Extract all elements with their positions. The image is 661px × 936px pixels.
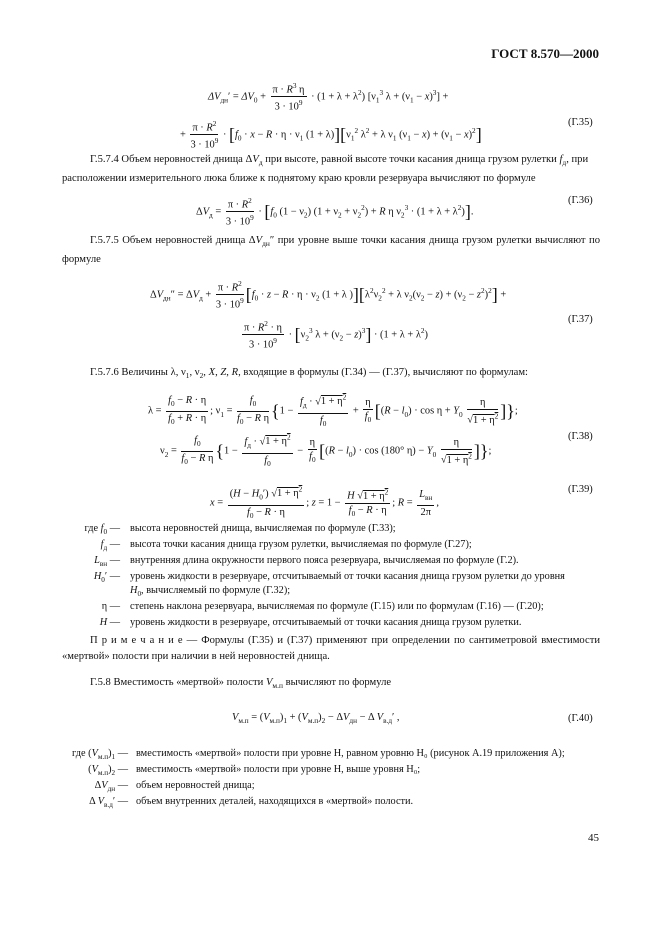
document-page: ГОСТ 8.570—2000 $\Delta V_{дн}' = \Delta V_0$ + $\frac{\pi \cdot R^3 \eta}{3 \cdot 10^9}$ · $(1 + \lambda + \lambda^2)$ [$\nu_1^3$ $\lambda + (\nu_1 - x)^3$] + + $\frac{\pi \cdot R^2}{3 \cdot 10^9}$ · [$f_0 \cdot x - R \cdot \eta \cdot \nu_1$ $(1 + \lambda)][\nu_1^2$ $\lambda^2 + \lambda$ $\nu_1$ $(\nu_1 - x) + (\nu_1 - x)^2$] (Г.35) Г.5.7.4 Объем неровностей днища $\Delta V_д$ при высоте, равной высоте точки касания днища грузом рулетки $f_д$, при расположении измерительного люка ближе к поднятому краю кровли резервуара вычисляют по формуле $\Delta V_д$ = $\frac{\pi \cdot R^2}{3 \cdot 10^9}$ · [$f_0$ $(1 - \nu_2)$ $(1 + \nu_2 + \nu_2^2) + R$ η $\nu_2^3 \cdot (1 + \lambda + \lambda^2)$]. (Г.36) Г.5.7.5 Объем неровностей днища $\Delta V_{дн}''$ при уровне выше точки касания днища грузом рулетки вычисляют по формуле $\Delta V_{дн}'' = \Delta V_д$ + $\frac{\pi \cdot R^2}{3 \cdot 10^9}$ [$f_0 \cdot z - R \cdot \eta \cdot \nu_2$ (1 + λ )][$\lambda^2\nu_2^2 + \lambda$ $\nu_2(\nu_2 - z) + (\nu_2 - z^2)^2$] + $\frac{\pi \cdot R^2 \cdot \eta}{3 \cdot 10^9}$ · [$\nu_2^3$ $\lambda + (\nu_2 - z)^3] \cdot (1 + \lambda + \lambda^2)$ (Г.37) Г.5.7.6 Величины λ, $\nu_1$, $\nu_2$, X, Z, R, входящие в формулы (Г.34) — (Г.37), вычисляют по формулам: λ = $\frac{f_0 - R \cdot \eta}{f_0 + R \cdot \eta}$ ; $\nu_1$ = $\frac{f_0}{f_0 - R \eta}$ {1 − $\frac{f_д \cdot √1 + \eta^2}{f_0}$ + $\frac{\eta}{f_0}$ [$(R - l_0) \cdot \cos \eta + Y_0$ $\frac{\eta}{√1 + \eta^2}$ ]}; $\nu_2$ = $\frac{f_0}{f_0 - R \eta}$ {1 − $\frac{f_д \cdot √1 + \eta^2}{f_0}$ − $\frac{\eta}{f_0}$ [$(R - l_0) \cdot \cos (180^\circ$ $\eta) - Y_0$ $\frac{\eta}{√1 + \eta^2}$ ]}; (Г.38) x = $\frac{(H - H_0') √1 + \eta^2}{f_0 - R \cdot \eta}$ ; z = 1 − $\frac{H √1 + \eta^2}{f_0 - R \cdot \eta}$ ; R = $\frac{L_{вн}}{2\pi}$ , (Г.39) где $f_0$ — высота неровностей днища, вычисляемая по формуле (Г.33); $f_д$ — высота точки касания днища грузом рулетки, вычисляемая по формуле (Г.27); $L_{вн}$ — внутренняя длина окружности первого пояса резервуара, вычисляемая по формуле (Г.2). $H_0'$ — уровень жидкости в резервуаре, отсчитываемый от точки касания днища грузом рулетки до уровня $H_0$, вычисляемый по формуле (Г.32); η — степень наклона резервуара, вычисляемая по формуле (Г.15) или по формулам (Г.16) — (Г.20); H — уровень жидкости в резервуаре, отсчитываемый от точки касания днища грузом рулетки. П р и м е ч а н и е — Формулы (Г.35) и (Г.37) применяют при определении по сантиметровой вместимости «мертвой» полости при наличии в ней неровностей днища. Г.5.8 Вместимость «мертвой» полости $V_{м.п}$ вычисляют по формуле $V_{м.п} = (V_{м.п})_1 + (V_{м.п})_2 - \Delta V_{дн} - \Delta$ $V_{в.д}'$ , (Г.40) где $(V_{м.п})_1$ — вместимость «мертвой» полости при уровне H, равном уровню H₀ (рисунок А.19 приложения А); $(V_{м.п})_2$ — вместимость «мертвой» полости при уровне H, выше уровня H₀; $\Delta V_{дн}$ — объем неровностей днища; Δ $V_{в.д}'$ — объем внутренних деталей, находящихся в «мертвой» полости. 45	[62, 46, 600, 844]
equation-g38-line1: λ = $\frac{f_0 - R \cdot \eta}{f_0 + R \cdot \eta}$ ; $\nu_1$ = $\frac{f_0}{f_0 - R \eta}$ {1 − $\frac{f_д \cdot √1 + \eta^2}{f_0}$ + $\frac{\eta}{f_0}$ [$(R - l_0) \cdot \cos \eta + Y_0$ $\frac{\eta}{√1 + \eta^2}$ ]};	[148, 394, 518, 428]
equation-number-g39: (Г.39)	[568, 484, 593, 495]
note-label: П р и м е ч а н и е	[90, 635, 183, 646]
equation-g37-line1: $\Delta V_{дн}'' = \Delta V_д$ + $\frac{\pi \cdot R^2}{3 \cdot 10^9}$ [$f_0 \cdot z - R \cdot \eta \cdot \nu_2$ (1 + λ )][$\lambda^2\nu_2^2 + \lambda$ $\nu_2(\nu_2 - z) + (\nu_2 - z^2)^2$] +	[150, 280, 507, 311]
note-paragraph	[62, 633, 600, 665]
equation-g38-line2: $\nu_2$ = $\frac{f_0}{f_0 - R \eta}$ {1 − $\frac{f_д \cdot √1 + \eta^2}{f_0}$ − $\frac{\eta}{f_0}$ [$(R - l_0) \cdot \cos (180^\circ$ $\eta) - Y_0$ $\frac{\eta}{√1 + \eta^2}$ ]};	[160, 434, 492, 468]
equation-g35-line2: + $\frac{\pi \cdot R^2}{3 \cdot 10^9}$ · [$f_0 \cdot x - R \cdot \eta \cdot \nu_1$ $(1 + \lambda)][\nu_1^2$ $\lambda^2 + \lambda$ $\nu_1$ $(\nu_1 - x) + (\nu_1 - x)^2$]	[180, 120, 482, 151]
equation-g39: x = $\frac{(H - H_0') √1 + \eta^2}{f_0 - R \cdot \eta}$ ; z = 1 − $\frac{H √1 + \eta^2}{f_0 - R \cdot \eta}$ ; R = $\frac{L_{вн}}{2\pi}$ ,	[210, 486, 439, 520]
equation-number-g35: (Г.35)	[568, 117, 593, 128]
paragraph-g574: Г.5.7.4 Объем неровностей днища $\Delta V_д$ при высоте, равной высоте точки касания днища грузом рулетки $f_д$, при расположении измерительного люка ближе к поднятому краю кровли резервуара вычисляют по формуле	[62, 154, 589, 185]
equation-number-g38: (Г.38)	[568, 431, 593, 442]
paragraph-g575: Г.5.7.5 Объем неровностей днища $\Delta V_{дн}''$ при уровне выше точки касания днища грузом рулетки вычисляют по формуле	[62, 235, 600, 266]
equation-g37-line2: $\frac{\pi \cdot R^2 \cdot \eta}{3 \cdot 10^9}$ · [$\nu_2^3$ $\lambda + (\nu_2 - z)^3] \cdot (1 + \lambda + \lambda^2)$	[244, 320, 428, 351]
paragraph-g576: Г.5.7.6 Величины λ, $\nu_1$, $\nu_2$, X, Z, R, входящие в формулы (Г.34) — (Г.37), вычисляют по формулам:	[90, 367, 528, 381]
equation-number-g40: (Г.40)	[568, 713, 593, 724]
equation-number-g37: (Г.37)	[568, 314, 593, 325]
paragraph-g58: Г.5.8 Вместимость «мертвой» полости $V_{м.п}$ вычисляют по формуле	[90, 677, 392, 691]
page-number: 45	[588, 832, 599, 844]
page-header-title: ГОСТ 8.570—2000	[491, 46, 599, 61]
equation-number-g36: (Г.36)	[568, 195, 593, 206]
note-text: — Формулы (Г.35) и (Г.37) применяют при определении по сантиметровой вместимости «мертвой» полости при наличии в ней неровностей днища.	[62, 635, 600, 662]
equation-g35-line1: $\Delta V_{дн}' = \Delta V_0$ + $\frac{\pi \cdot R^3 \eta}{3 \cdot 10^9}$ · $(1 + \lambda + \lambda^2)$ [$\nu_1^3$ $\lambda + (\nu_1 - x)^3$] +	[208, 82, 449, 113]
equation-g36: $\Delta V_д$ = $\frac{\pi \cdot R^2}{3 \cdot 10^9}$ · [$f_0$ $(1 - \nu_2)$ $(1 + \nu_2 + \nu_2^2) + R$ η $\nu_2^3 \cdot (1 + \lambda + \lambda^2)$].	[196, 197, 474, 228]
equation-g40: $V_{м.п} = (V_{м.п})_1 + (V_{м.п})_2 - \Delta V_{дн} - \Delta$ $V_{в.д}'$ ,	[232, 712, 400, 726]
